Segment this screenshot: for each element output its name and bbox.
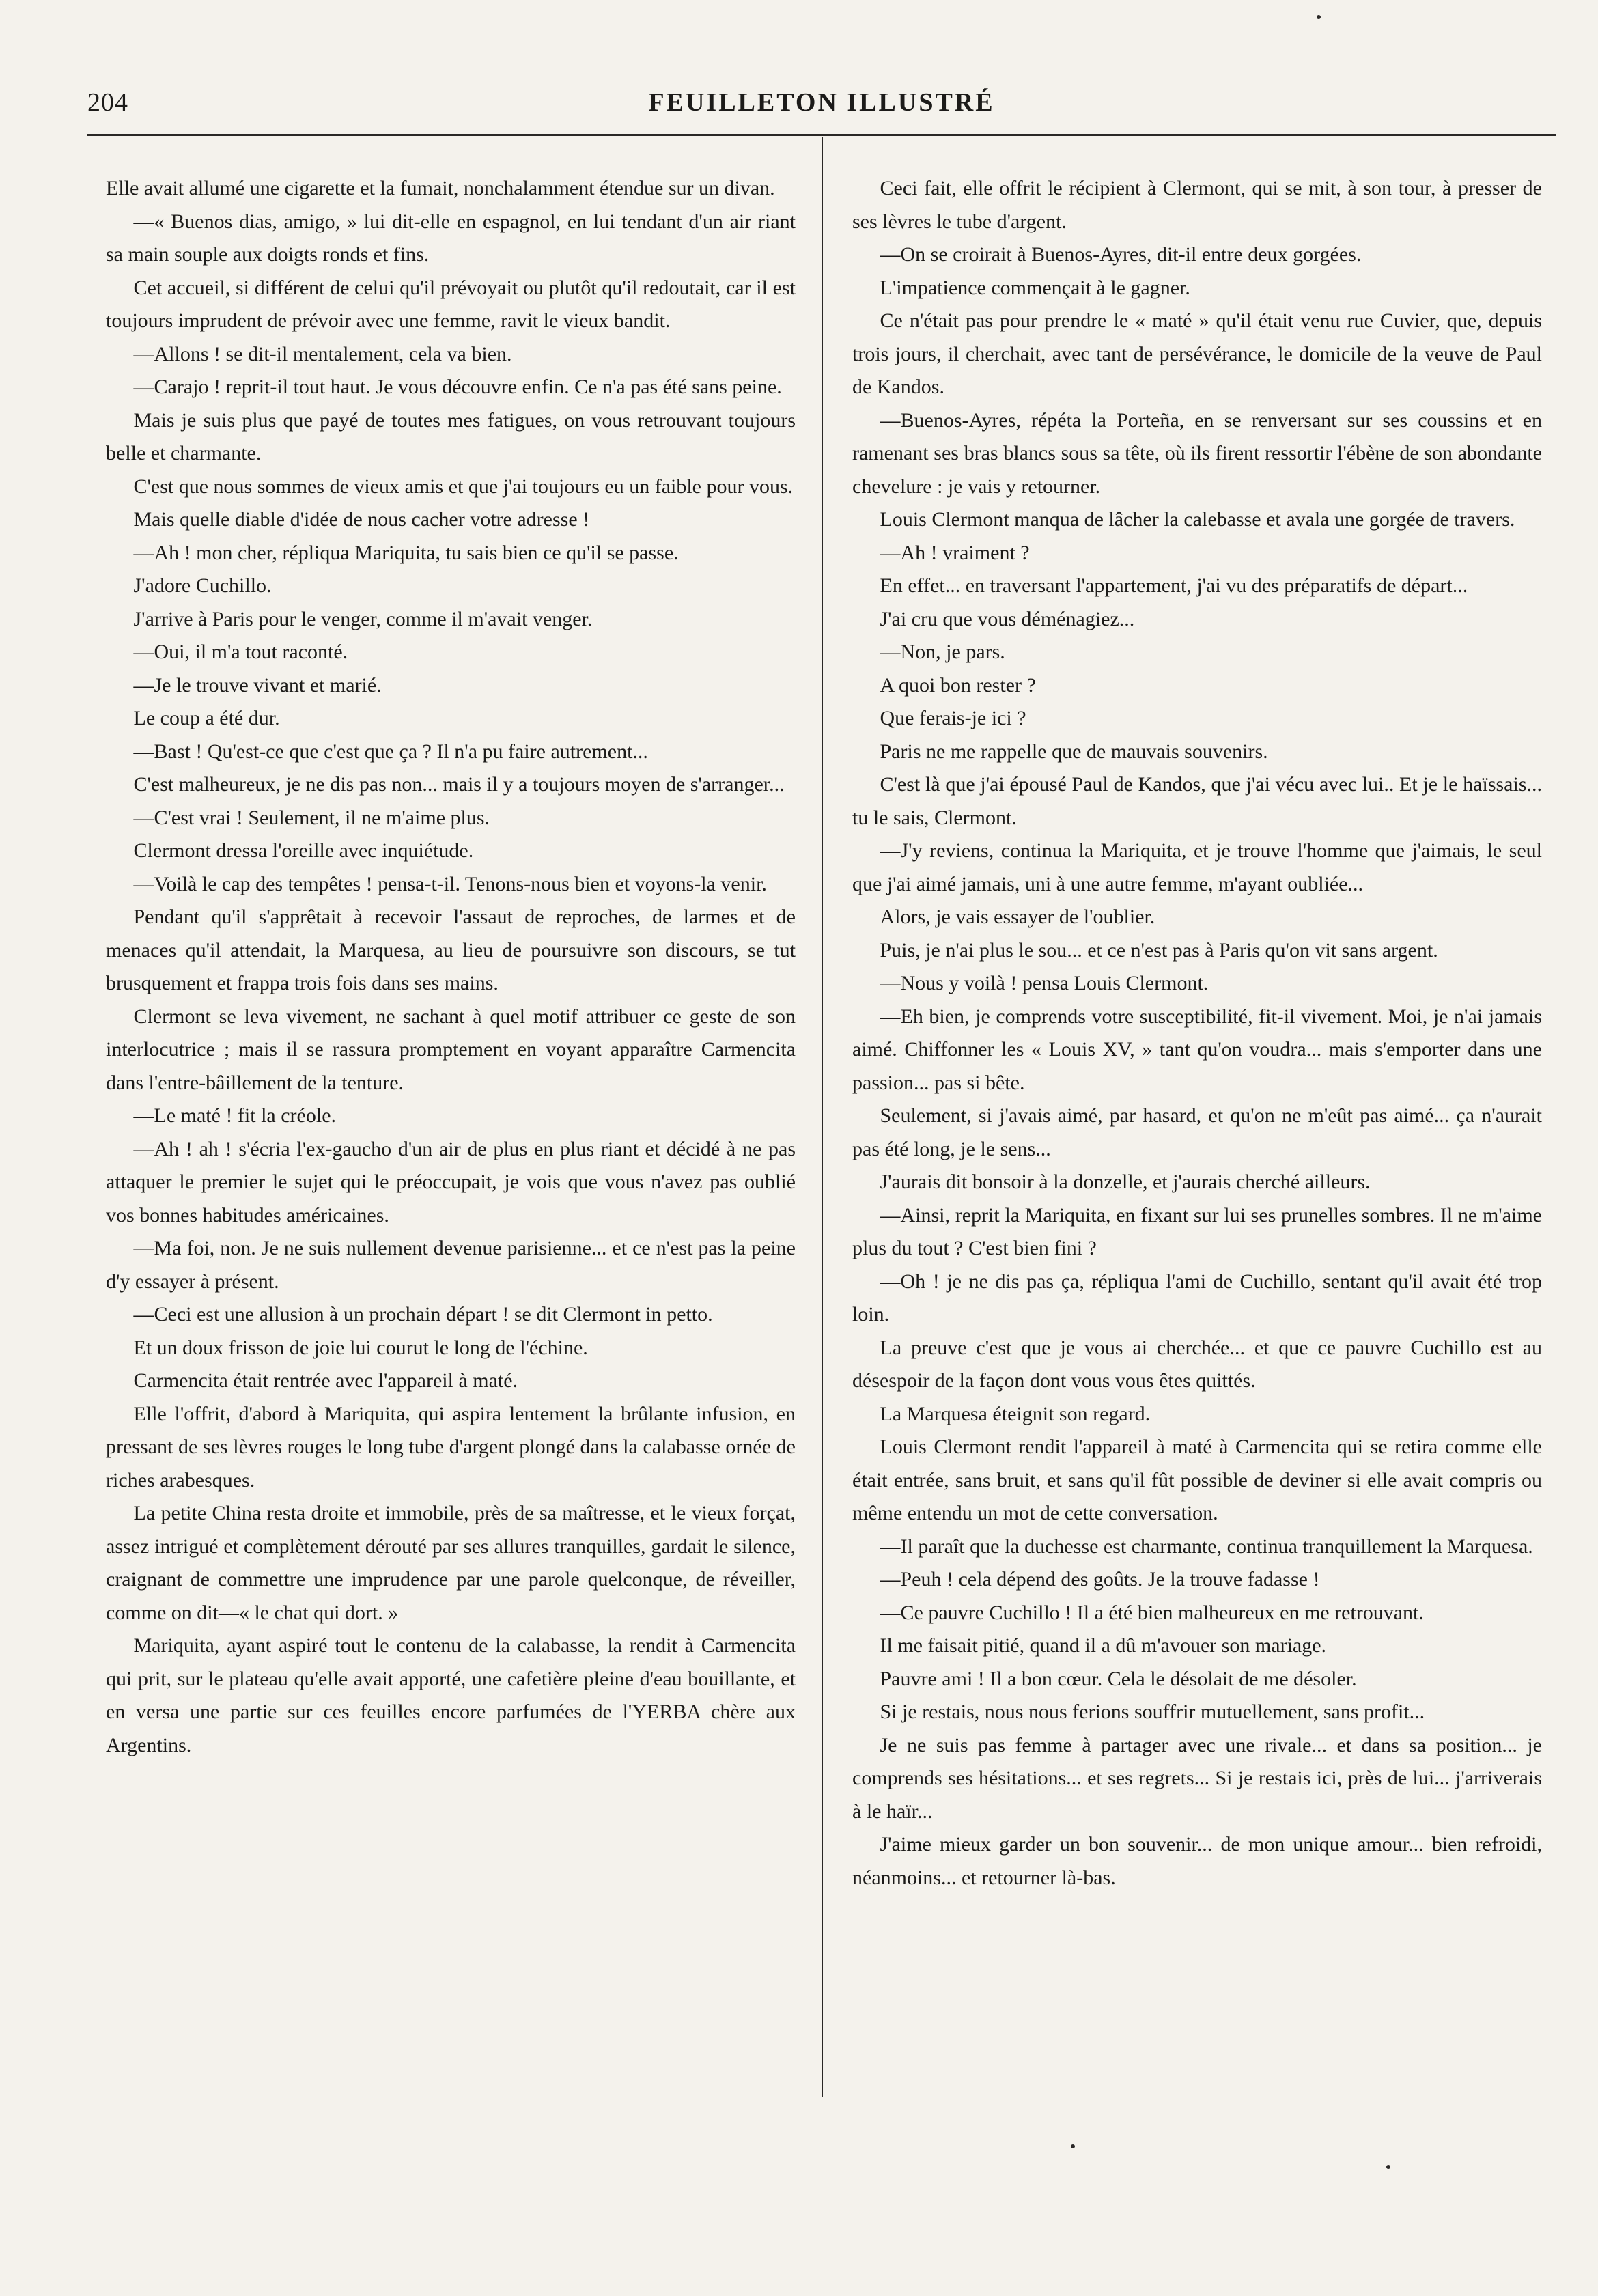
left-paragraph: —Allons ! se dit-il mentalement, cela va bien. — [133, 342, 512, 365]
left-paragraph: Pendant qu'il s'apprêtait à recevoir l'assaut de reproches, de larmes et de menaces qu'il attendait, la Marquesa, au lieu de poursuivre son discours, se tut brusquement et frappa trois fois dans ses mains. — [106, 906, 796, 994]
right-paragraph: J'aurais dit bonsoir à la donzelle, et j'aurais cherché ailleurs. — [880, 1171, 1371, 1193]
right-paragraph: Ceci fait, elle offrit le récipient à Clermont, qui se mit, à son tour, à presser de ses lèvres le tube d'argent. — [852, 177, 1542, 233]
left-paragraph: —Ceci est une allusion à un prochain départ ! se dit Clermont in petto. — [133, 1303, 713, 1326]
right-paragraph: Il me faisait pitié, quand il a dû m'avouer son mariage. — [880, 1634, 1327, 1657]
journal-title: FEUILLETON ILLUSTRÉ — [648, 88, 995, 117]
left-paragraph: —Ah ! ah ! s'écria l'ex-gaucho d'un air de plus en plus riant et décidé à ne pas attaquer le premier le sujet qui le préoccupait, je vois que vous n'avez pas oublié vos bonnes habitudes américaines. — [106, 1137, 796, 1227]
left-paragraph: —Voilà le cap des tempêtes ! pensa-t-il. Tenons-nous bien et voyons-la venir. — [133, 872, 767, 895]
running-head — [87, 87, 1556, 126]
left-paragraph: Elle l'offrit, d'abord à Mariquita, qui aspira lentement la brûlante infusion, en pressant de ses lèvres rouges le long tube d'argent plongé dans la calabasse ornée de riches arabesques. — [106, 1402, 796, 1492]
right-paragraph: —Oh ! je ne dis pas ça, répliqua l'ami de Cuchillo, sentant qu'il avait été trop loin. — [852, 1270, 1542, 1326]
left-paragraph: —Ma foi, non. Je ne suis nullement devenue parisienne... et ce n'est pas la peine d'y essayer à présent. — [106, 1237, 796, 1293]
right-paragraph: Paris ne me rappelle que de mauvais souvenirs. — [880, 740, 1268, 763]
left-paragraph: —Oui, il m'a tout raconté. — [133, 641, 348, 663]
right-paragraph: —Non, je pars. — [880, 641, 1005, 663]
header-rule — [87, 134, 1556, 136]
print-speck — [1317, 15, 1321, 19]
right-paragraph: —Ce pauvre Cuchillo ! Il a été bien malheureux en me retrouvant. — [880, 1601, 1424, 1624]
right-paragraph: —On se croirait à Buenos-Ayres, dit-il entre deux gorgées. — [880, 243, 1362, 266]
right-paragraph: L'impatience commençait à le gagner. — [880, 276, 1190, 299]
left-paragraph: Mais je suis plus que payé de toutes mes fatigues, on vous retrouvant toujours belle et charmante. — [106, 408, 796, 464]
right-paragraph: —Eh bien, je comprends votre susceptibilité, fit-il vivement. Moi, je n'ai jamais aimé. Chiffonner les « Louis XV, » tant qu'on voudra... mais s'emporter dans une passion... pas si bête. — [852, 1005, 1542, 1094]
right-paragraph: Louis Clermont rendit l'appareil à maté à Carmencita qui se retira comme elle était entrée, sans bruit, et sans qu'il fût possible de deviner si elle avait compris ou même entendu un mot de cette conversation. — [852, 1436, 1542, 1524]
right-paragraph: Je ne suis pas femme à partager avec une rivale... et dans sa position... je comprends ses hésitations... et ses regrets... Si je restais ici, près de lui... j'arriverais à le haïr... — [852, 1733, 1542, 1823]
right-paragraph: Ce n'était pas pour prendre le « maté » qu'il était venu rue Cuvier, que, depuis trois jours, il cherchait, avec tant de persévérance, le domicile de la veuve de Paul de Kandos. — [852, 309, 1542, 398]
right-paragraph: —Il paraît que la duchesse est charmante, continua tranquillement la Marquesa. — [880, 1535, 1533, 1558]
left-column — [106, 172, 796, 1762]
left-paragraph: Et un doux frisson de joie lui courut le long de l'échine. — [133, 1336, 588, 1359]
right-paragraph: —Buenos-Ayres, répéta la Porteña, en se renversant sur ses coussins et en ramenant ses bras blancs sous sa tête, où ils firent ressortir l'ébène de son abondante chevelure : je vais y retourner. — [852, 408, 1542, 498]
right-paragraph: Seulement, si j'avais aimé, par hasard, et qu'on ne m'eût pas aimé... ça n'aurait pas été long, je le sens... — [852, 1104, 1542, 1160]
left-paragraph: —Je le trouve vivant et marié. — [133, 673, 382, 697]
left-paragraph: —Le maté ! fit la créole. — [133, 1104, 337, 1127]
right-paragraph: Louis Clermont manqua de lâcher la calebasse et avala une gorgée de travers. — [880, 508, 1515, 531]
right-paragraph: Que ferais-je ici ? — [880, 707, 1026, 729]
left-paragraph: —Carajo ! reprit-il tout haut. Je vous découvre enfin. Ce n'a pas été sans peine. — [133, 376, 782, 398]
left-paragraph: —C'est vrai ! Seulement, il ne m'aime plus. — [133, 806, 490, 829]
left-paragraph: Cet accueil, si différent de celui qu'il prévoyait ou plutôt qu'il redoutait, car il est toujours imprudent de prévoir avec une femme, ravit le vieux bandit. — [106, 276, 796, 332]
left-paragraph: —Bast ! Qu'est-ce que c'est que ça ? Il n'a pu faire autrement... — [133, 740, 648, 763]
right-paragraph: Puis, je n'ai plus le sou... et ce n'est pas à Paris qu'on vit sans argent. — [880, 938, 1438, 962]
right-column — [852, 172, 1542, 1894]
right-paragraph: La Marquesa éteignit son regard. — [880, 1402, 1151, 1425]
left-paragraph: Clermont dressa l'oreille avec inquiétude. — [133, 839, 474, 862]
right-paragraph: —Peuh ! cela dépend des goûts. Je la trouve fadasse ! — [880, 1568, 1320, 1591]
right-paragraph: —J'y reviens, continua la Mariquita, et je trouve l'homme que j'aimais, le seul que j'ai aimé jamais, uni à une autre femme, m'ayant oubliée... — [852, 839, 1542, 895]
right-paragraph: J'aime mieux garder un bon souvenir... de mon unique amour... bien refroidi, néanmoins... et retourner là-bas. — [852, 1833, 1542, 1889]
page-number: 204 — [87, 88, 128, 117]
right-paragraph: A quoi bon rester ? — [880, 673, 1036, 697]
left-paragraph: C'est que nous sommes de vieux amis et que j'ai toujours eu un faible pour vous. — [133, 475, 794, 498]
right-paragraph: J'ai cru que vous déménagiez... — [880, 607, 1135, 630]
left-paragraph: J'adore Cuchillo. — [133, 574, 272, 597]
left-paragraph: Mais quelle diable d'idée de nous cacher votre adresse ! — [133, 508, 590, 531]
right-paragraph: —Ah ! vraiment ? — [880, 541, 1030, 564]
left-paragraph: J'arrive à Paris pour le venger, comme il m'avait venger. — [133, 607, 593, 630]
column-divider — [822, 137, 823, 2097]
left-paragraph: —Ah ! mon cher, répliqua Mariquita, tu sais bien ce qu'il se passe. — [133, 541, 679, 564]
right-paragraph: Si je restais, nous nous ferions souffrir mutuellement, sans profit... — [880, 1700, 1425, 1723]
print-speck — [1071, 2144, 1075, 2148]
right-paragraph: C'est là que j'ai épousé Paul de Kandos, que j'ai vécu avec lui.. Et je le haïssais... tu le sais, Clermont. — [852, 773, 1542, 829]
left-paragraph: Carmencita était rentrée avec l'appareil à maté. — [133, 1369, 518, 1392]
left-paragraph: C'est malheureux, je ne dis pas non... mais il y a toujours moyen de s'arranger... — [133, 773, 785, 796]
right-paragraph: Alors, je vais essayer de l'oublier. — [880, 906, 1155, 928]
left-paragraph: —« Buenos dias, amigo, » lui dit-elle en espagnol, en lui tendant d'un air riant sa main souple aux doigts ronds et fins. — [106, 210, 796, 266]
right-paragraph: —Nous y voilà ! pensa Louis Clermont. — [880, 972, 1209, 994]
left-paragraph: Elle avait allumé une cigarette et la fumait, nonchalamment étendue sur un divan. — [106, 177, 775, 199]
right-paragraph: La preuve c'est que je vous ai cherchée... et que ce pauvre Cuchillo est au désespoir de la façon dont vous vous êtes quittés. — [852, 1336, 1542, 1392]
right-paragraph: —Ainsi, reprit la Mariquita, en fixant sur lui ses prunelles sombres. Il ne m'aime plus du tout ? C'est bien fini ? — [852, 1203, 1542, 1259]
left-paragraph: Mariquita, ayant aspiré tout le contenu de la calabasse, la rendit à Carmencita qui prit, sur le plateau qu'elle avait apporté, une cafetière pleine d'eau bouillante, et en versa une partie sur ces feuilles encore parfumées de l'YERBA chère aux Argentins. — [106, 1634, 796, 1756]
left-paragraph: La petite China resta droite et immobile, près de sa maîtresse, et le vieux forçat, assez intrigué et complètement dérouté par ses allures tranquilles, gardait le silence, craignant de commettre une imprudence par une parole quelconque, de réveiller, comme on dit—« le chat qui dort. » — [106, 1502, 796, 1624]
right-paragraph: En effet... en traversant l'appartement, j'ai vu des préparatifs de départ... — [880, 574, 1468, 597]
left-paragraph: Le coup a été dur. — [133, 707, 280, 729]
print-speck — [1386, 2165, 1390, 2169]
right-paragraph: Pauvre ami ! Il a bon cœur. Cela le désolait de me désoler. — [880, 1667, 1357, 1690]
left-paragraph: Clermont se leva vivement, ne sachant à quel motif attribuer ce geste de son interlocutrice ; mais il se rassura promptement en voyant apparaître Carmencita dans l'entre-bâillement de la tenture. — [106, 1005, 796, 1094]
